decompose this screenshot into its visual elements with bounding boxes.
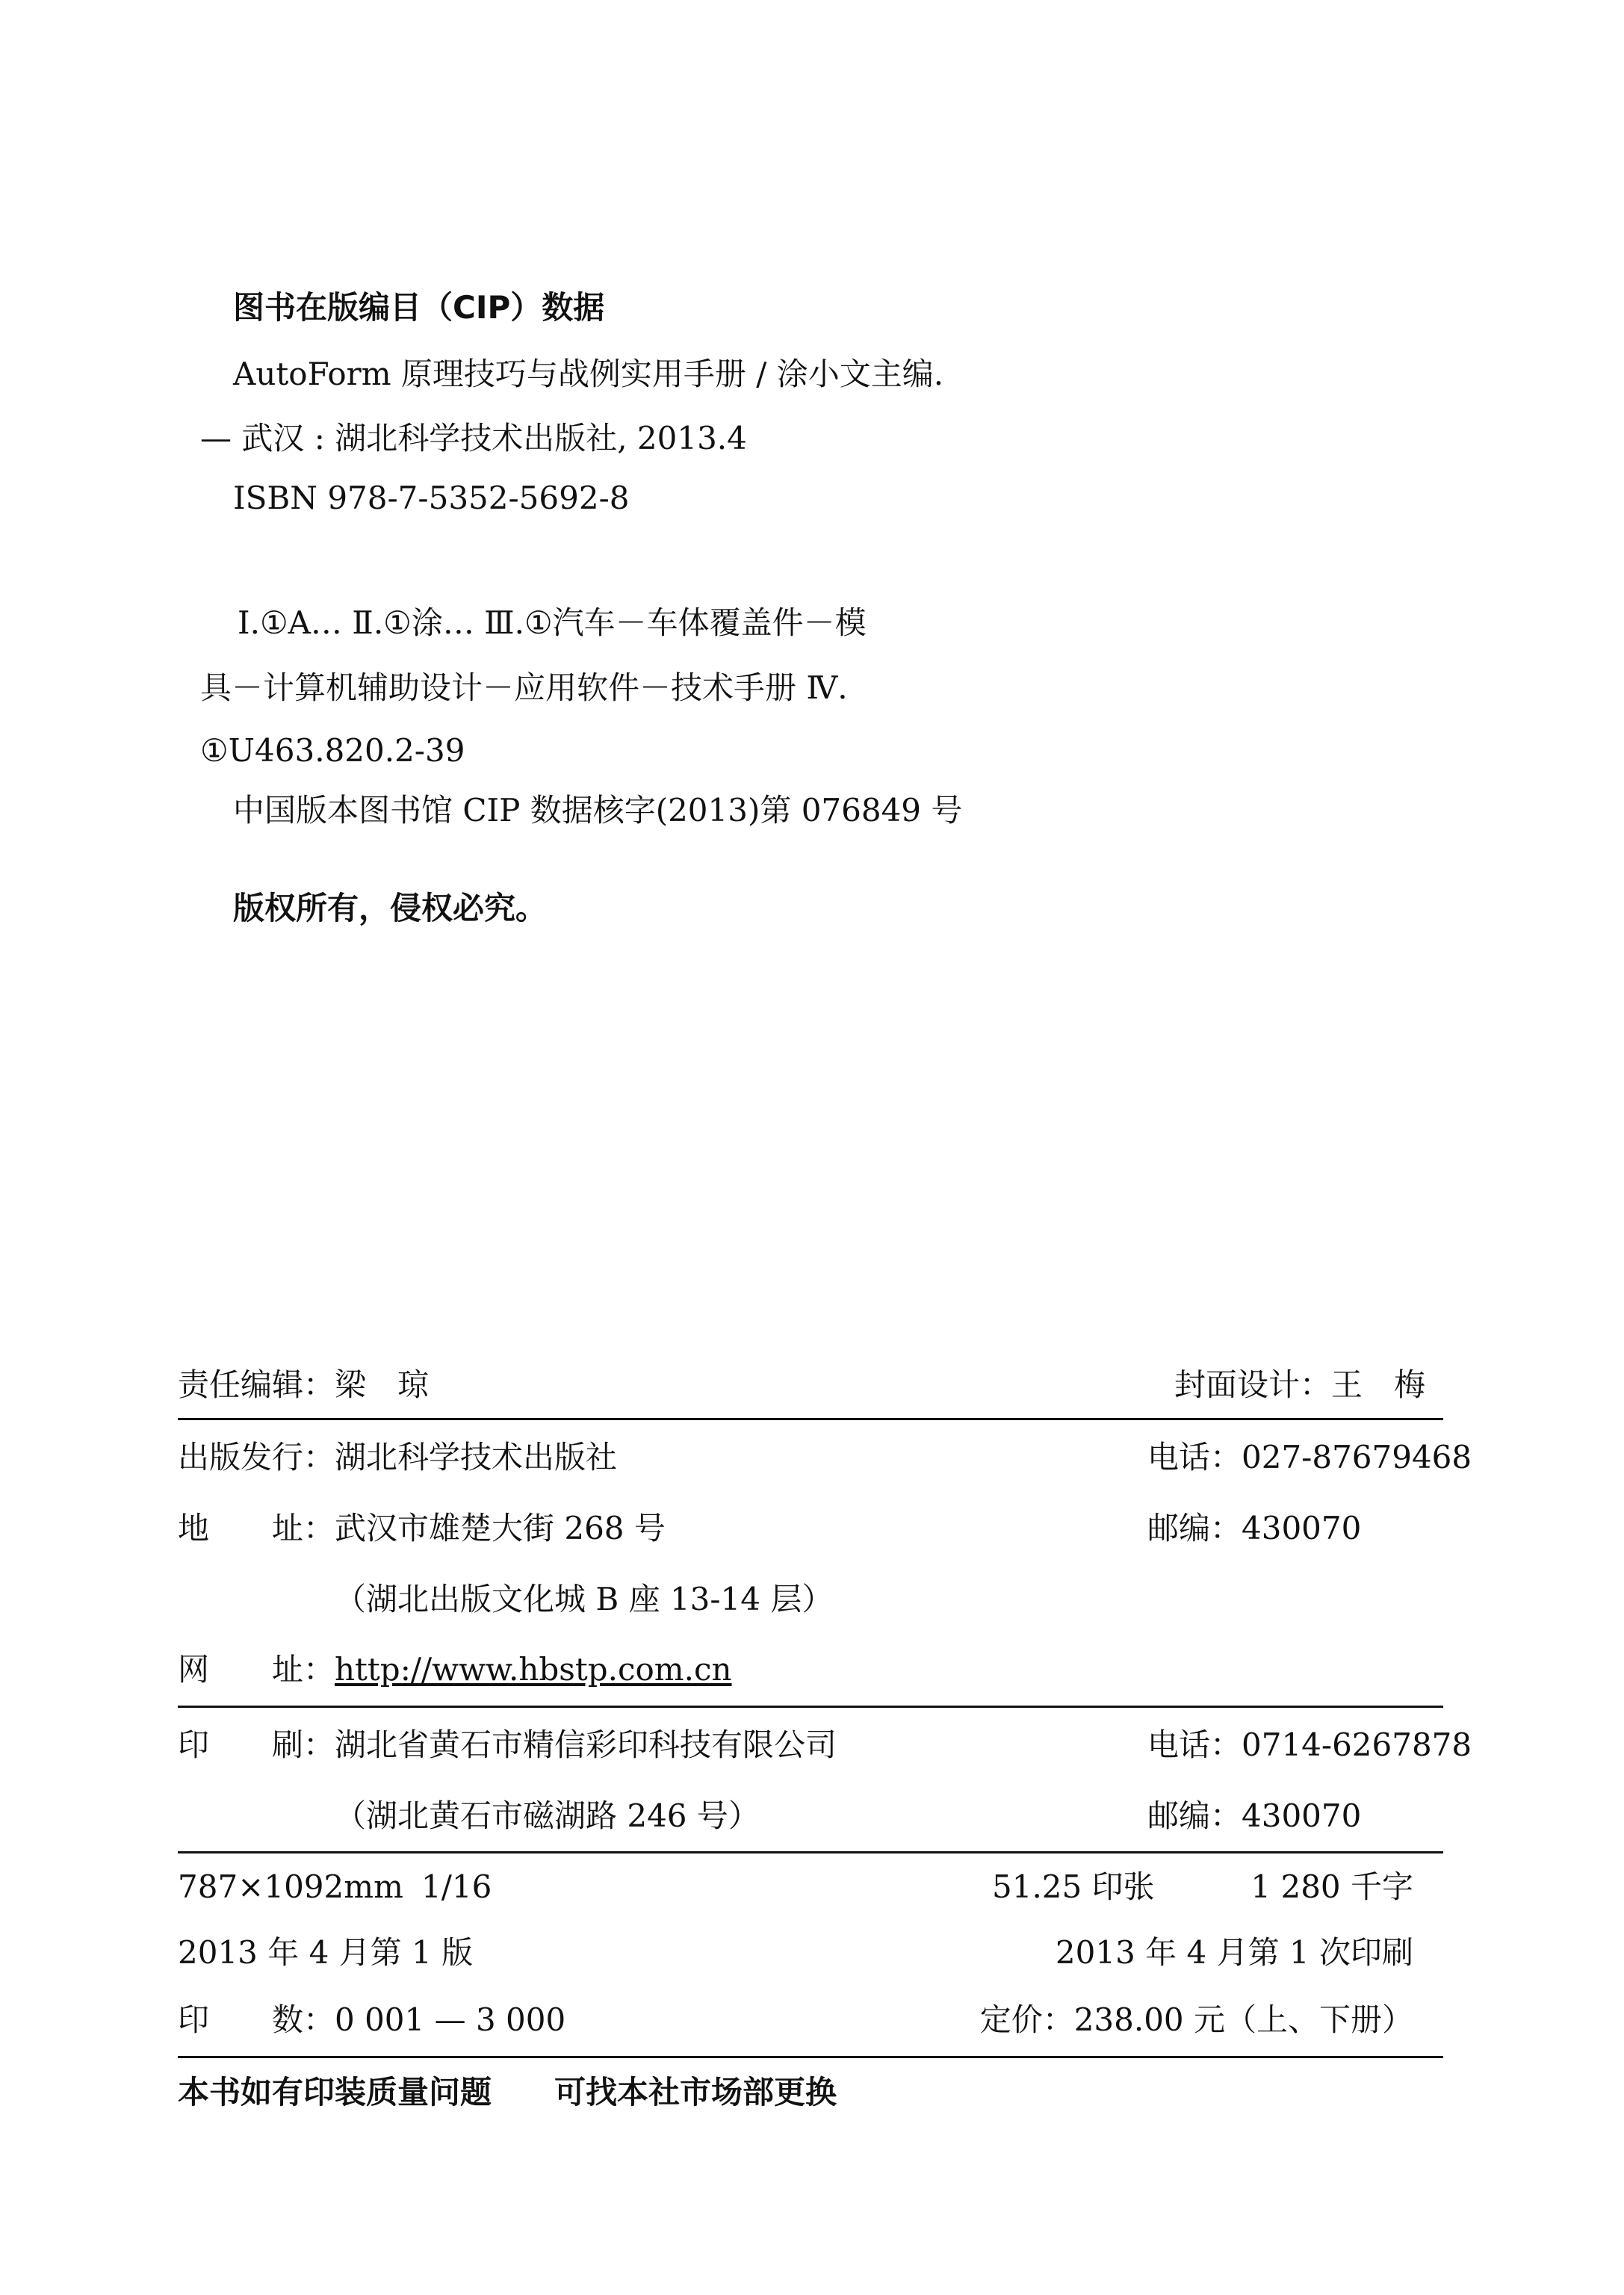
cip-class-line-1: Ⅰ.①A… Ⅱ.①涂… Ⅲ.①汽车－车体覆盖件－模 <box>238 604 867 641</box>
responsible-editor: 责任编辑：梁 琼 <box>178 1366 430 1403</box>
quality-notice: 本书如有印装质量问题 可找本社市场部更换 <box>178 2074 837 2110</box>
word-count: 1 280 千字 <box>1250 1868 1413 1905</box>
website-label: 网 址： <box>178 1651 335 1688</box>
price: 定价：238.00 元（上、下册） <box>979 2001 1413 2038</box>
cip-heading: 图书在版编目（CIP）数据 <box>233 289 605 326</box>
print-run: 印 数：0 001 — 3 000 <box>178 2001 566 2038</box>
cip-isbn: ISBN 978-7-5352-5692-8 <box>233 480 630 516</box>
website-link[interactable]: http://www.hbstp.com.cn <box>335 1651 732 1688</box>
divider-rule <box>178 1418 1443 1420</box>
divider-rule <box>178 1706 1443 1708</box>
cip-number: 中国版本图书馆 CIP 数据核字(2013)第 076849 号 <box>233 792 963 829</box>
cip-class-line-2: 具－计算机辅助设计－应用软件－技术手册 Ⅳ. <box>200 669 848 706</box>
cip-title-line: AutoForm 原理技巧与战例实用手册 / 涂小文主编. <box>233 356 944 392</box>
cover-designer: 封面设计：王 梅 <box>1174 1366 1425 1403</box>
divider-rule <box>178 1851 1443 1853</box>
printer-phone: 电话：0714-6267878 <box>1147 1726 1472 1763</box>
printing-impression: 2013 年 4 月第 1 次印刷 <box>1055 1934 1413 1971</box>
copyright-notice: 版权所有，侵权必究。 <box>233 890 548 926</box>
printer-address-detail: （湖北黄石市磁湖路 246 号） <box>335 1797 760 1834</box>
printer-postcode: 邮编：430070 <box>1147 1797 1362 1834</box>
cip-class-line-3: ①U463.820.2-39 <box>200 732 465 769</box>
cip-publisher-line: — 武汉 : 湖北科学技术出版社, 2013.4 <box>200 420 747 456</box>
folio: 1/16 <box>421 1868 492 1905</box>
publisher-address-detail: （湖北出版文化城 B 座 13-14 层） <box>335 1581 834 1617</box>
printing-sheets: 51.25 印张 <box>992 1868 1155 1905</box>
publisher-postcode: 邮编：430070 <box>1147 1510 1362 1546</box>
publisher-line: 出版发行：湖北科学技术出版社 <box>178 1439 618 1475</box>
divider-rule <box>178 2056 1443 2058</box>
printer-line: 印 刷：湖北省黄石市精信彩印科技有限公司 <box>178 1726 837 1763</box>
paper-format: 787×1092mm <box>178 1868 403 1905</box>
publisher-phone: 电话：027-87679468 <box>1147 1439 1472 1475</box>
publisher-address: 地 址：武汉市雄楚大街 268 号 <box>178 1510 666 1546</box>
edition: 2013 年 4 月第 1 版 <box>178 1934 474 1971</box>
